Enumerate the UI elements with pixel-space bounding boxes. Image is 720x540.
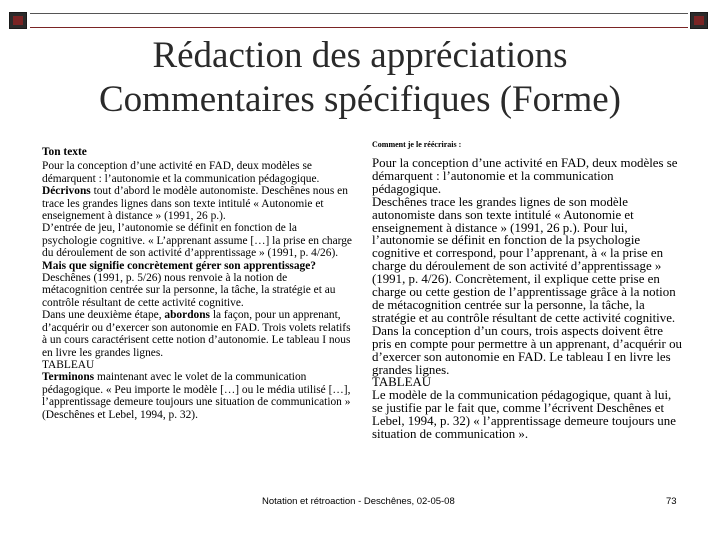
original-paragraph-3-text-a: D’entrée de jeu, l’autonomie se définit en fonction de la psychologie cognitive. « L’apprenant assume […] la prise en charge du déroulement de son activité d’apprentissage » (1991, p. 4/26). (42, 222, 352, 260)
rewritten-table-placeholder: TABLEAU (372, 375, 432, 390)
slide-corner-ornament-right (690, 12, 708, 29)
header-rule-top (30, 13, 688, 14)
slide-title (0, 34, 720, 122)
slide-title-line-2: Commentaires spécifiques (Forme) (99, 79, 621, 120)
bold-question: Mais que signifie concrètement gérer son apprentissage? (42, 259, 316, 272)
rewritten-paragraph-1: Pour la conception d’une activité en FAD, deux modèles se démarquent : l’autonomie et la communication pédagogique. (372, 156, 678, 196)
rewritten-text-heading: Comment je le réécrirais : (372, 140, 462, 149)
original-paragraph-4-text-a: Dans une deuxième étape, (42, 309, 165, 322)
bold-word-terminons: Terminons (42, 371, 95, 384)
original-text-column (42, 146, 354, 421)
original-paragraph-4-text-b: la façon, pour un apprenant, d’acquérir ou d’exercer son autonomie en FAD. Trois volets relatifs à un cours caractérisent cette notion d’autonomie. Le tableau I nous en livre les grandes lignes. (42, 309, 351, 359)
slide-title-line-1: Rédaction des appréciations (152, 35, 568, 76)
bold-word-decrivons: Décrivons (42, 185, 91, 198)
rewritten-paragraph-4: Le modèle de la communication pédagogique, quant à lui, se justifie par le fait que, comme l’écrivent Deschênes et Lebel, 1994, p. 32) « l’apprentissage demeure toujours une situation de communication ». (372, 388, 676, 442)
original-text-heading: Ton texte (42, 146, 87, 158)
header-rule-bottom (30, 27, 688, 28)
bold-word-abordons: abordons (164, 309, 210, 322)
original-paragraph-6-text: maintenant avec le volet de la communication pédagogique. « Peu importe le modèle […] ou le média utilisé […], l’apprentissage demeure toujours une situation de communication » (Deschênes et Lebel, 1994, p. 32). (42, 371, 351, 421)
slide-page-number: 73 (666, 496, 677, 507)
rewritten-paragraph-2: Deschênes trace les grandes lignes de son modèle autonomiste dans son texte intitulé « Autonomie et enseignement à distance » (1991, 26 p.). Pour lui, l’autonomie se définit en fonction de la psychologie cognitive et correspond, pour l’apprenant, à « la prise en charge du déroulement de son activité d’apprentissage » (1991, p. 4/26). Concrètement, il explique cette prise en charge ou cette gestion de l’apprentissage grâce à la notion de métacognition centrée sur la personne, la tâche, la stratégie et au contrôle résultant de cette activité cognitive. Dans la conception d’un cours, trois aspects doivent être pris en compte pour permettre à un apprenant, d’acquérir ou d’exercer son autonomie en FAD. Le tableau I en livre les grandes lignes. (372, 194, 682, 377)
original-paragraph-2-text: tout d’abord le modèle autonomiste. Deschênes nous en trace les grandes lignes dans son texte intitulé « Autonomie et enseignement à distance » (1991, 26 p.). (42, 185, 348, 223)
slide-footer: Notation et rétroaction - Deschênes, 02-05-08 (262, 496, 455, 507)
original-paragraph-1: Pour la conception d’une activité en FAD, deux modèles se démarquent : l’autonomie et la communication pédagogique. (42, 160, 320, 185)
original-table-placeholder: TABLEAU (42, 358, 95, 371)
original-paragraph-4 (42, 309, 354, 359)
original-paragraph-3-text-b: Deschênes (1991, p. 5/26) nous renvoie à la notion de métacognition centrée sur la personne, la tâche, la stratégie et au contrôle résultant de cette activité cognitive. (42, 272, 336, 309)
original-paragraph-6 (42, 371, 354, 421)
original-paragraph-3 (42, 222, 354, 309)
original-paragraph-2 (42, 185, 354, 222)
slide-corner-ornament-left (9, 12, 27, 29)
rewritten-text-column (372, 140, 684, 441)
